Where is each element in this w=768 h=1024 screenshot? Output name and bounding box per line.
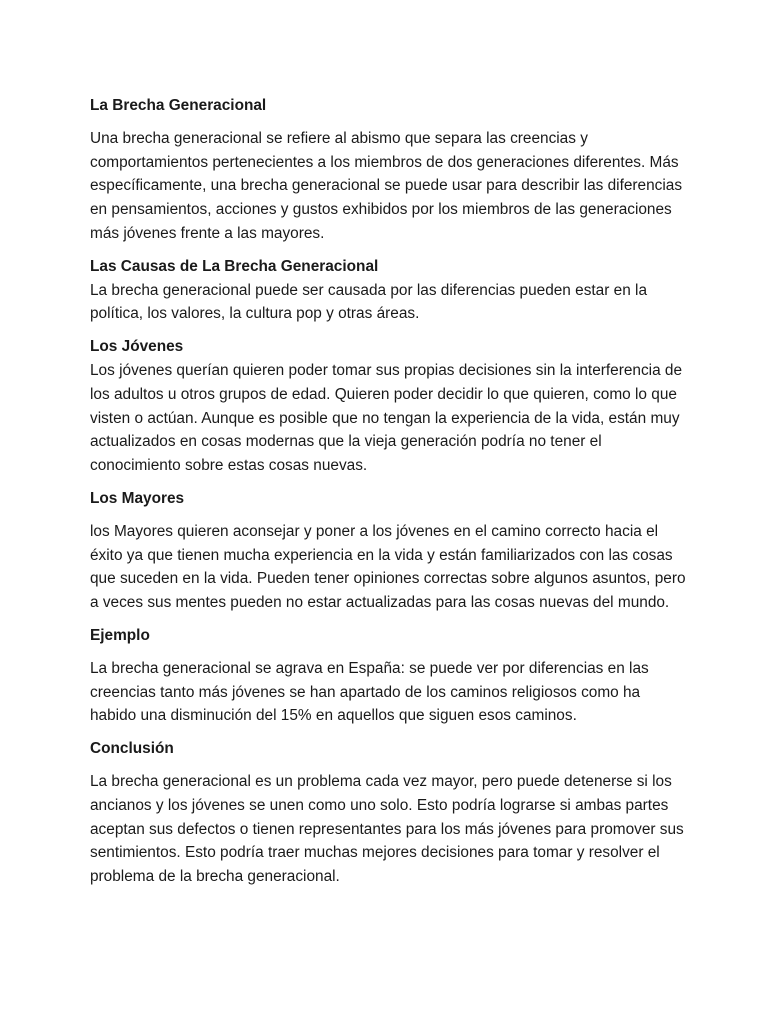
section-heading-conclusion: Conclusión — [90, 740, 174, 758]
section-body-jovenes: Los jóvenes querían quieren poder tomar sus propias decisiones sin la interferencia de los adultos u otros grupos de edad. Quieren poder decidir lo que quieren, como lo que visten o actúan. Aunque es posible que no tengan la experiencia de la vida, están muy actualizados en cosas modernas que la vieja generación podría no tener el conocimiento sobre estas cosas nuevas. — [90, 361, 683, 475]
section-body-mayores: los Mayores quieren aconsejar y poner a los jóvenes en el camino correcto hacia el éxito ya que tienen mucha experiencia en la vida y están familiarizados con las cosas que suceden en la vida. Pueden tener opiniones correctas sobre algunos asuntos, pero a veces sus mentes pueden no estar actualizadas para las cosas nuevas del mundo. — [90, 522, 686, 612]
section-heading-causas: Las Causas de La Brecha Generacional — [90, 257, 379, 275]
section-heading-jovenes: Los Jóvenes — [90, 338, 184, 356]
section-heading-ejemplo: Ejemplo — [90, 626, 150, 644]
section-body-conclusion: La brecha generacional es un problema cada vez mayor, pero puede detenerse si los ancianos y los jóvenes se unen como uno solo. Esto podría lograrse si ambas partes aceptan sus defectos o tienen representantes para los más jóvenes para promover sus sentimientos. Esto podría traer muchas mejores decisiones para tomar y resolver el problema de la brecha generacional. — [90, 772, 684, 886]
section-body-ejemplo: La brecha generacional se agrava en España: se puede ver por diferencias en las creencias tanto más jóvenes se han apartado de los caminos religiosos como ha habido una disminución del 15% en aquellos que siguen esos caminos. — [90, 659, 649, 725]
document-title: La Brecha Generacional — [90, 97, 267, 114]
section-heading-mayores: Los Mayores — [90, 489, 185, 507]
intro-paragraph: Una brecha generacional se refiere al abismo que separa las creencias y comportamientos pertenecientes a los miembros de dos generaciones diferentes. Más específicamente, una brecha generacional se puede usar para describir las diferencias en pensamientos, acciones y gustos exhibidos por los miembros de las generaciones más jóvenes frente a las mayores. — [90, 129, 683, 242]
document-body — [90, 94, 690, 889]
section-body-causas: La brecha generacional puede ser causada por las diferencias pueden estar en la política, los valores, la cultura pop y otras áreas. — [90, 281, 648, 323]
